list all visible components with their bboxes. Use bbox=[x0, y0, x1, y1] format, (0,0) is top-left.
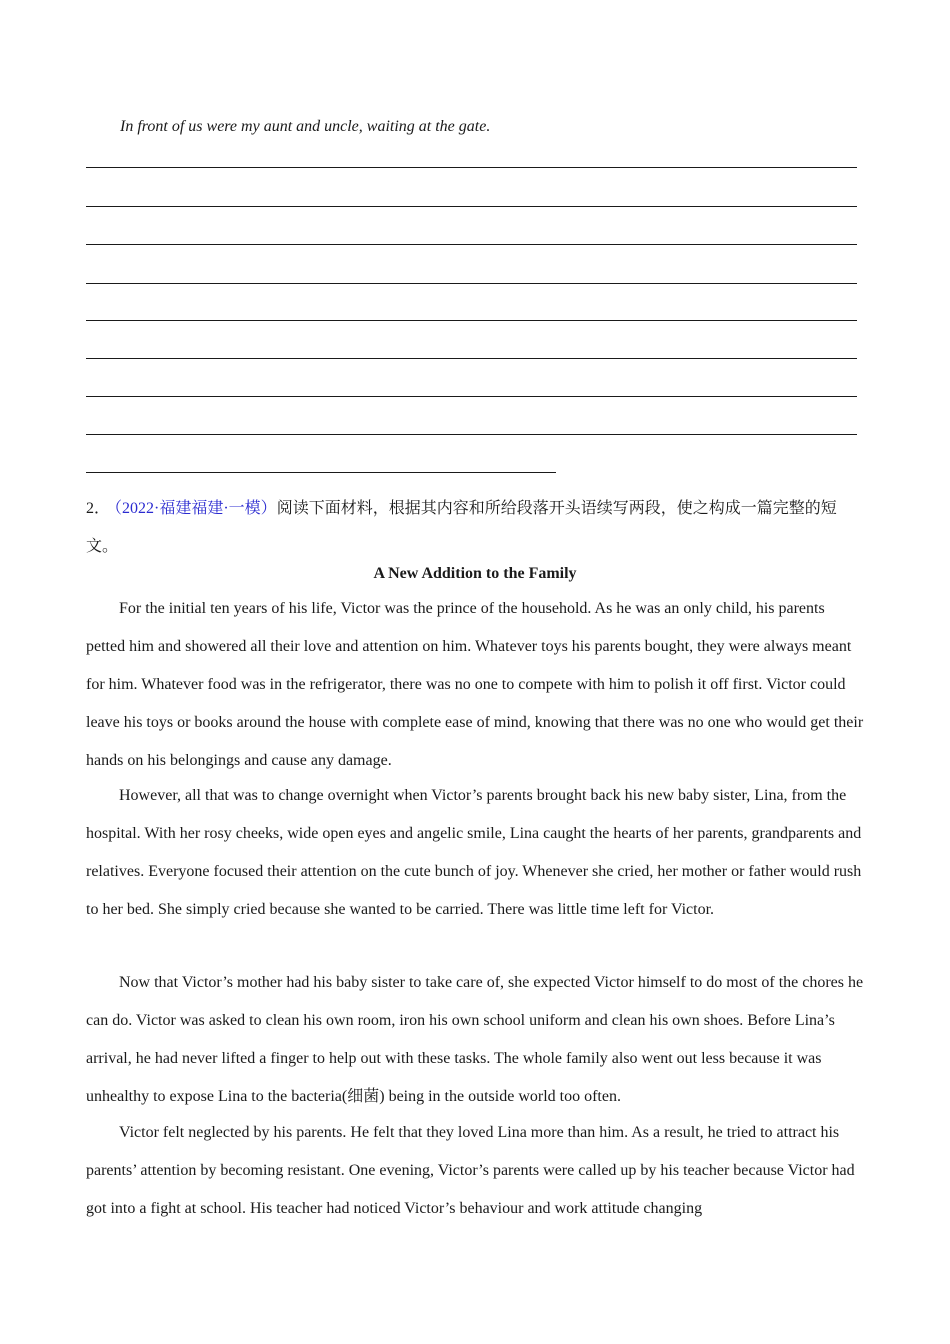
passage-paragraph-3: Now that Victor’s mother had his baby sister to take care of, she expected Victor himself to do most of the chores he can do. Victor was asked to clean his own room, iron his own school uniform and clean his own shoes. Before Lina’s arrival, he had never lifted a finger to help out with these tasks. The whole family also went out less because it was unhealthy to expose Lina to the bacteria(细菌) being in the outside world too often. bbox=[86, 974, 864, 1105]
continuation-prompt-sentence: In front of us were my aunt and uncle, waiting at the gate. bbox=[120, 118, 491, 135]
question-number: 2． bbox=[86, 500, 111, 517]
answer-writing-line bbox=[86, 396, 857, 397]
question-source: （2022·福建福建·一模） bbox=[114, 500, 277, 517]
question-instruction: 阅读下面材料，根据其内容和所给段落开头语续写两段，使之构成一篇完整的短文。 bbox=[86, 500, 837, 555]
question-heading bbox=[86, 490, 864, 566]
answer-writing-line bbox=[86, 434, 857, 435]
passage-paragraph-1: For the initial ten years of his life, Victor was the prince of the household. As he was an only child, his parents petted him and showered all their love and attention on him. Whatever toys his parents bought, they were always meant for him. Whatever food was in the refrigerator, there was no one to compete with him to polish it off first. Victor could leave his toys or books around the house with complete ease of mind, knowing that there was no one who would get their hands on his belongings and cause any damage. bbox=[86, 600, 864, 769]
answer-writing-line bbox=[86, 283, 857, 284]
answer-writing-line-last bbox=[86, 472, 556, 473]
answer-writing-line bbox=[86, 167, 857, 168]
answer-writing-line bbox=[86, 244, 857, 245]
passage-title: A New Addition to the Family bbox=[373, 565, 577, 582]
passage-paragraph-4: Victor felt neglected by his parents. He felt that they loved Lina more than him. As a result, he tried to attract his parents’ attention by becoming resistant. One evening, Victor’s parents were called up by his teacher because Victor had got into a fight at school. His teacher had noticed Victor’s behaviour and work attitude changing bbox=[86, 1124, 855, 1217]
passage-paragraph-2: However, all that was to change overnight when Victor’s parents brought back his new baby sister, Lina, from the hospital. With her rosy cheeks, wide open eyes and angelic smile, Lina caught the hearts of her parents, grandparents and relatives. Everyone focused their attention on the cute bunch of joy. Whenever she cried, her mother or father would rush to her bed. She simply cried because she wanted to be carried. There was little time left for Victor. bbox=[86, 787, 862, 918]
answer-writing-line bbox=[86, 206, 857, 207]
answer-writing-line bbox=[86, 358, 857, 359]
answer-writing-line bbox=[86, 320, 857, 321]
